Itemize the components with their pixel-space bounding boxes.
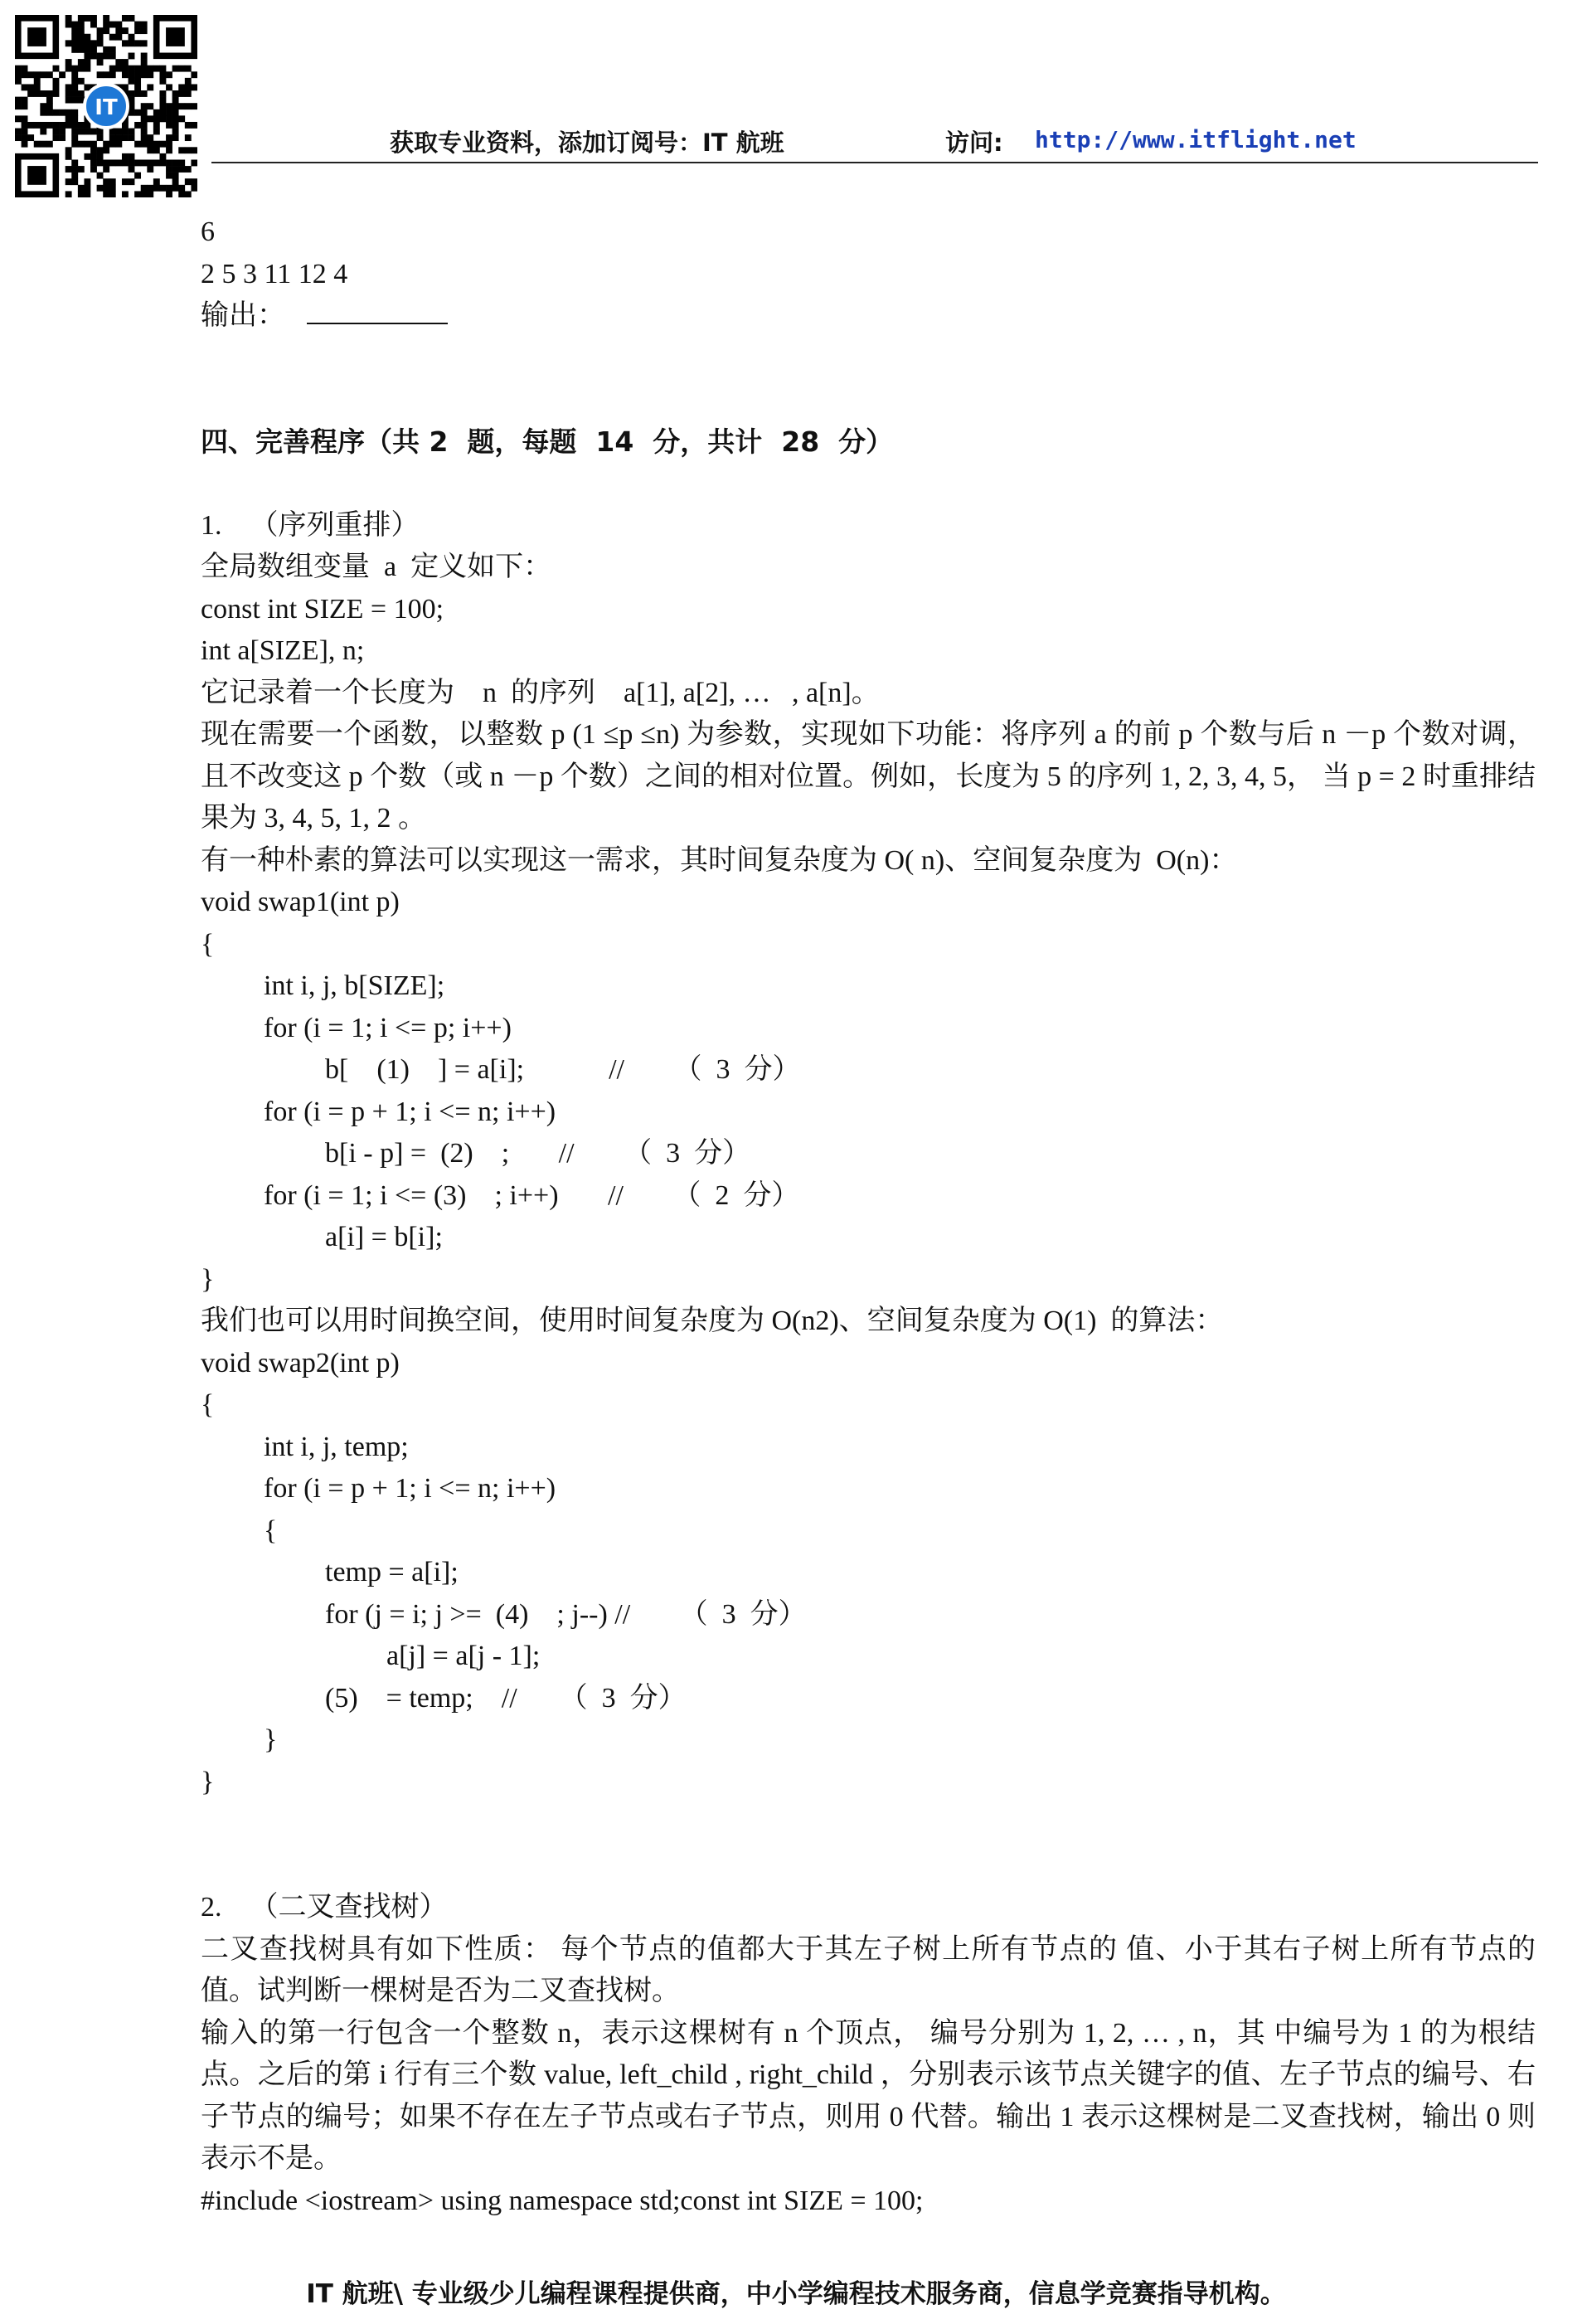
line-text: int a[SIZE], n; — [201, 635, 365, 666]
text-line — [201, 1384, 1536, 1427]
header-subscription-text: 获取专业资料，添加订阅号：IT 航班 — [390, 129, 784, 157]
line-text: 现在需要一个函数，以整数 p (1 ≤p ≤n) 为参数，实现如下功能：将序列 a 的前 p 个数与后 n －p 个数对调，且不改变这 p 个数（或 n －p 个数）之间的相对位置。例如，长度为 5 的序列 1, 2, 3, 4, 5， 当 p = 2 时重排结果为 3, 4, 5, 1, 2 。 — [201, 719, 1536, 834]
text-line — [201, 840, 1536, 882]
line-text: } — [201, 1263, 215, 1295]
text-line — [201, 1719, 1536, 1762]
line-text: { — [201, 928, 215, 960]
line-text: for (i = 1; i <= (3) ; i++) // （ 2 分） — [264, 1179, 800, 1211]
line-text: for (i = p + 1; i <= n; i++) — [264, 1473, 556, 1504]
text-line — [201, 295, 1536, 338]
line-text: 二叉查找树具有如下性质： 每个节点的值都大于其左子树上所有节点的 值、小于其右子树上所有节点的值。试判断一棵树是否为二叉查找树。 — [201, 1933, 1536, 2006]
line-text: for (i = p + 1; i <= n; i++) — [264, 1096, 556, 1127]
page-footer: IT 航班\ 专业级少儿编程课程提供商，中小学编程技术服务商，信息学竞赛指导机构。 — [306, 2279, 1286, 2309]
line-text: b[i - p] = (2) ; // （ 3 分） — [325, 1138, 751, 1169]
text-line — [201, 882, 1536, 924]
line-text: } — [264, 1724, 278, 1755]
line-text: #include <iostream> using namespace std;const int SIZE = 100; — [201, 2185, 924, 2216]
text-line — [201, 1133, 1536, 1175]
text-line — [201, 1427, 1536, 1469]
qr-code — [15, 15, 197, 197]
line-text: 1. （序列重排） — [201, 509, 420, 541]
header-divider — [211, 162, 1538, 163]
text-line — [201, 924, 1536, 966]
line-text: { — [264, 1514, 278, 1546]
text-line — [201, 1049, 1536, 1092]
text-line — [201, 211, 1536, 254]
qr-logo-text: IT — [95, 95, 118, 120]
text-line — [201, 1175, 1536, 1218]
text-line — [201, 2181, 1536, 2223]
line-text: { — [201, 1389, 215, 1420]
line-text: void swap2(int p) — [201, 1347, 400, 1378]
text-line — [201, 2013, 1536, 2181]
spacer — [201, 338, 1536, 421]
text-line — [201, 714, 1536, 840]
line-text: const int SIZE = 100; — [201, 593, 444, 625]
line-text: } — [201, 1766, 215, 1797]
header-url-link[interactable]: http://www.itflight.net — [1035, 126, 1357, 153]
text-line — [201, 1259, 1536, 1301]
line-text: for (i = 1; i <= p; i++) — [264, 1012, 512, 1043]
text-line — [201, 589, 1536, 631]
text-line — [201, 1343, 1536, 1385]
text-line — [201, 505, 1536, 547]
text-line — [201, 965, 1536, 1008]
line-text: 2 5 3 11 12 4 — [201, 258, 348, 289]
text-line — [201, 1092, 1536, 1134]
line-text: 6 — [201, 216, 215, 247]
document-body — [201, 211, 1536, 2222]
line-text: 它记录着一个长度为 n 的序列 a[1], a[2], … , a[n]。 — [201, 677, 880, 708]
text-line — [201, 1929, 1536, 2013]
line-text: a[j] = a[j - 1]; — [386, 1641, 541, 1671]
page-header — [0, 124, 1592, 166]
text-line — [201, 1678, 1536, 1720]
line-text: 我们也可以用时间换空间，使用时间复杂度为 O(n2)、空间复杂度为 O(1) 的算法： — [201, 1305, 1224, 1336]
spacer — [201, 463, 1536, 505]
text-line — [201, 1301, 1536, 1343]
text-line — [201, 1636, 1536, 1678]
section-heading — [201, 421, 1536, 464]
line-text: int i, j, b[SIZE]; — [264, 970, 445, 1001]
text-line — [201, 673, 1536, 715]
text-line — [201, 1008, 1536, 1050]
header-visit-label: 访问: — [945, 129, 1003, 157]
line-text: a[i] = b[i]; — [325, 1222, 443, 1252]
text-line — [201, 1217, 1536, 1259]
text-line — [201, 630, 1536, 673]
text-line — [201, 1468, 1536, 1510]
text-line — [201, 254, 1536, 296]
text-line — [201, 1762, 1536, 1804]
text-line — [201, 1594, 1536, 1636]
spacer — [201, 1803, 1536, 1887]
text-line — [201, 1552, 1536, 1594]
line-text: 2. （二叉查找树） — [201, 1892, 448, 1923]
answer-blank — [307, 298, 448, 324]
line-text: void swap1(int p) — [201, 887, 400, 917]
text-line — [201, 547, 1536, 589]
line-text: temp = a[i]; — [325, 1557, 459, 1587]
line-text: 全局数组变量 a 定义如下： — [201, 552, 552, 582]
line-text: 输入的第一行包含一个整数 n，表示这棵树有 n 个顶点， 编号分别为 1, 2, … , n，其 中编号为 1 的为根结点。之后的第 i 行有三个数 value, left_child , right_child ，分别表示该节点关键字的值、左子节点的编号、右子节点的编号；如果不存在左子节点或右子节点，则用 0 代替。输出 1 表示这棵树是二叉查找树，输出 0 则表示不是。 — [201, 2017, 1536, 2174]
line-text: for (j = i; j >= (4) ; j--) // （ 3 分） — [325, 1598, 807, 1630]
line-text: (5) = temp; // （ 3 分） — [325, 1682, 687, 1714]
line-text: 有一种朴素的算法可以实现这一需求，其时间复杂度为 O( n)、空间复杂度为 O(n)： — [201, 844, 1238, 876]
text-line — [201, 1887, 1536, 1929]
line-text: int i, j, temp; — [264, 1431, 409, 1462]
line-text: b[ (1) ] = a[i]; // （ 3 分） — [325, 1054, 801, 1085]
text-line — [201, 1510, 1536, 1553]
qr-code-image — [15, 15, 197, 197]
line-text: 四、完善程序（共 2 题，每题 14 分，共计 28 分） — [201, 425, 894, 458]
line-text: 输出： — [201, 300, 285, 331]
